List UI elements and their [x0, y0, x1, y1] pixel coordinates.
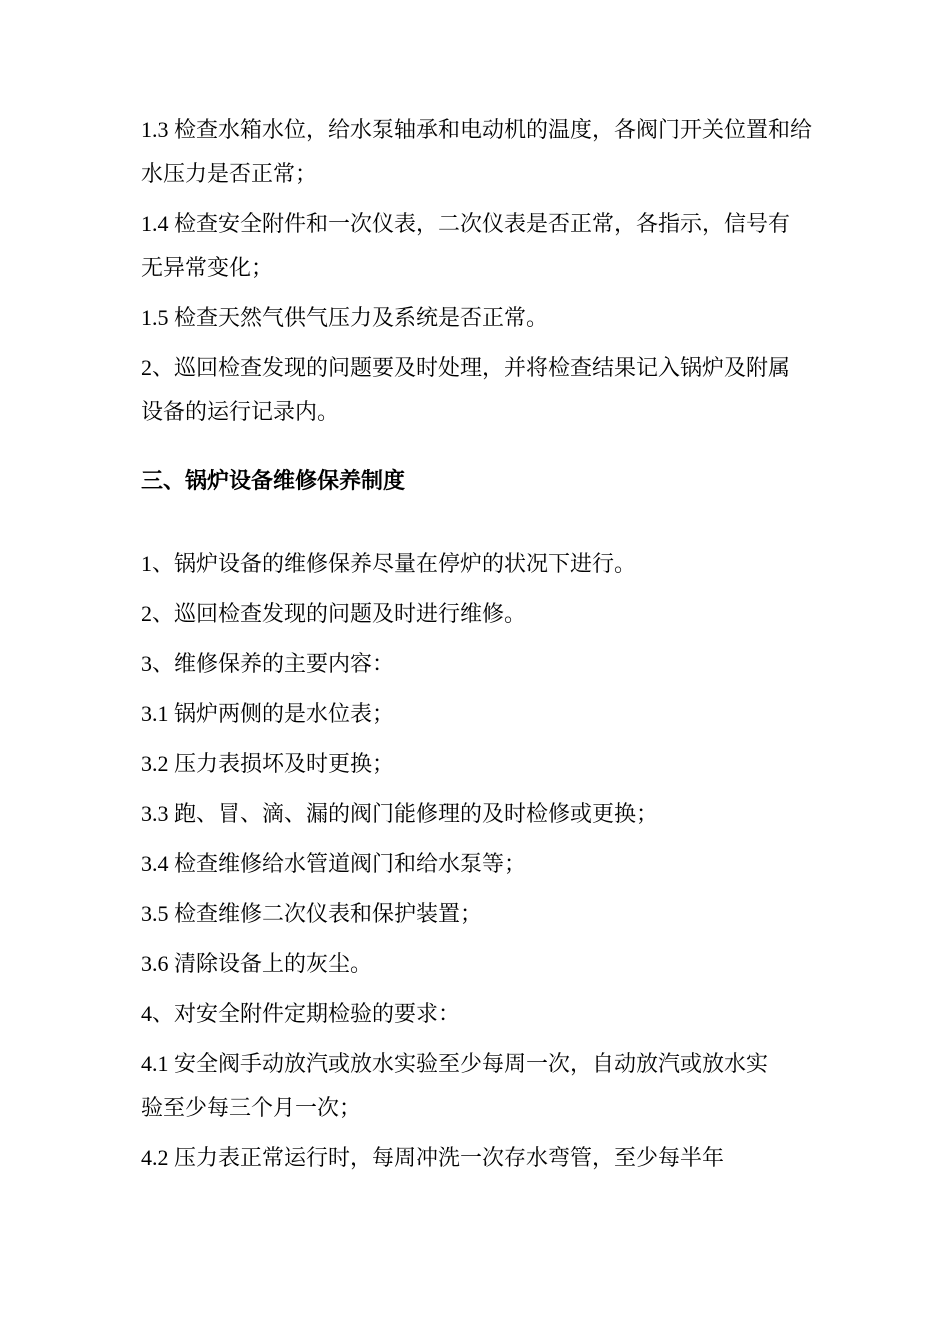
- paragraph-s-4-1: 4.1 安全阀手动放汽或放水实验至少每周一次，自动放汽或放水实验至少每三个月一次；: [141, 1051, 769, 1120]
- paragraph-s-4-2: 4.2 压力表正常运行时，每周冲洗一次存水弯管，至少每半年: [141, 1145, 725, 1170]
- document-body: [141, 108, 821, 1186]
- paragraph-s-3-1: 3.1 锅炉两侧的是水位表；: [141, 701, 395, 726]
- paragraph-s-3: 3、维修保养的主要内容：: [141, 651, 395, 676]
- section-heading: 三、锅炉设备维修保养制度: [141, 469, 406, 494]
- paragraph-s-1: 1、锅炉设备的维修保养尽量在停炉的状况下进行。: [141, 551, 637, 576]
- paragraph-s-4: 4、对安全附件定期检验的要求：: [141, 1001, 461, 1026]
- paragraph-s-3-6: 3.6 清除设备上的灰尘。: [141, 951, 373, 976]
- paragraph-s-3-4: 3.4 检查维修给水管道阀门和给水泵等；: [141, 851, 527, 876]
- paragraph-1-4: 1.4 检查安全附件和一次仪表，二次仪表是否正常，各指示，信号有无异常变化；: [141, 211, 791, 280]
- paragraph-s-3-3: 3.3 跑、冒、滴、漏的阀门能修理的及时检修或更换；: [141, 801, 659, 826]
- paragraph-1-3: 1.3 检查水箱水位，给水泵轴承和电动机的温度，各阀门开关位置和给水压力是否正常；: [141, 117, 813, 186]
- paragraph-s-3-5: 3.5 检查维修二次仪表和保护装置；: [141, 901, 483, 926]
- paragraph-s-2: 2、巡回检查发现的问题及时进行维修。: [141, 601, 527, 626]
- paragraph-s-3-2: 3.2 压力表损坏及时更换；: [141, 751, 395, 776]
- paragraph-2: 2、巡回检查发现的问题要及时处理，并将检查结果记入锅炉及附属设备的运行记录内。: [141, 355, 791, 424]
- paragraph-1-5: 1.5 检查天然气供气压力及系统是否正常。: [141, 305, 549, 330]
